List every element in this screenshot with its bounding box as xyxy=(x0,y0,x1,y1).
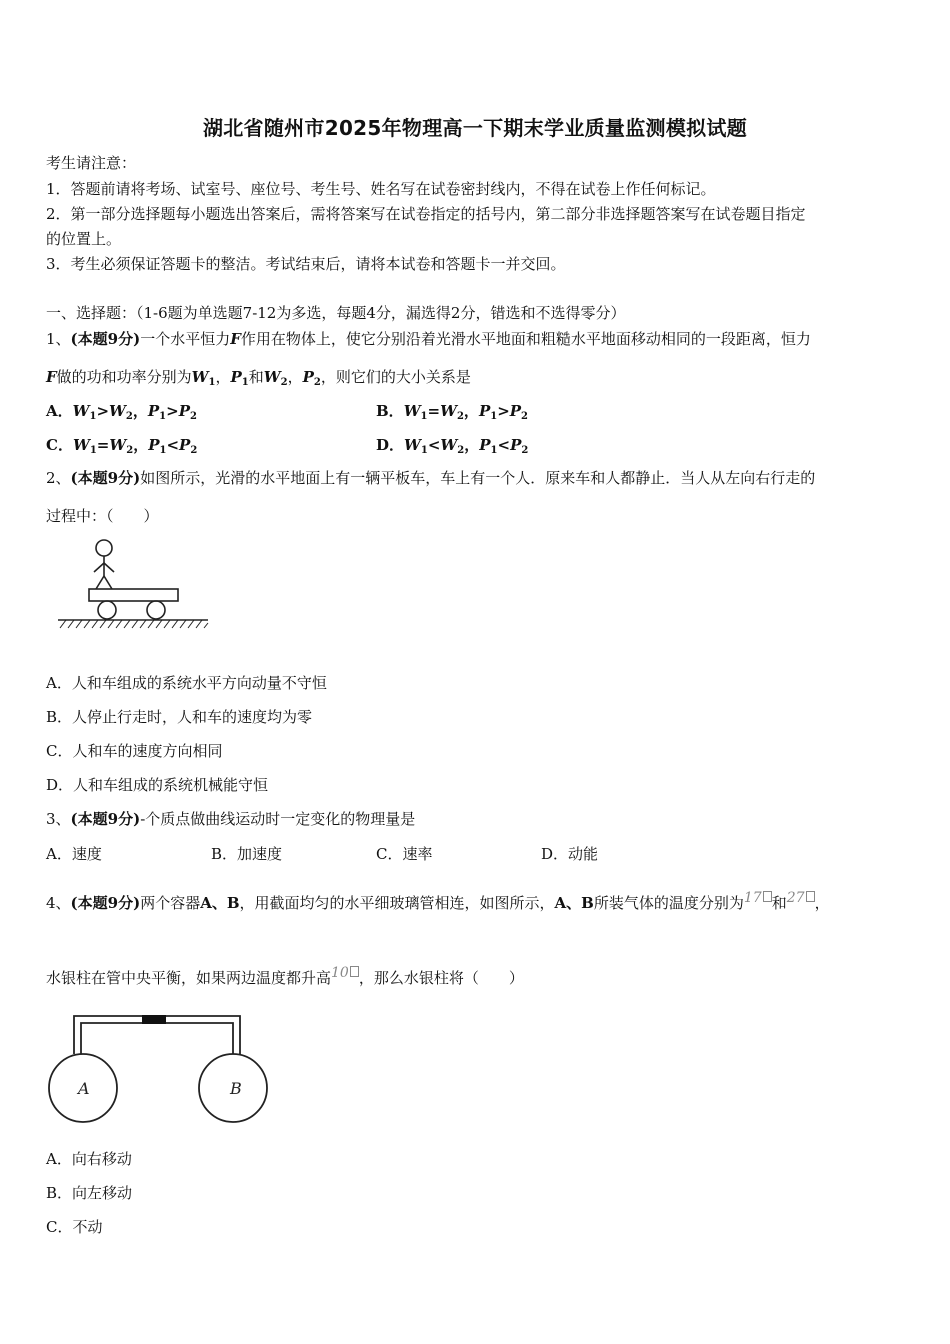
w-symbol: W xyxy=(191,368,209,386)
q3-option-a[interactable]: A．速度 xyxy=(46,845,102,863)
subscript: 2 xyxy=(521,411,529,422)
comma: ， xyxy=(463,402,479,420)
q3-option-d[interactable]: D．动能 xyxy=(541,845,599,863)
page-title: 湖北省随州市2025年物理高一下期末学业质量监测模拟试题 xyxy=(202,116,748,140)
subscript: 1 xyxy=(420,445,428,456)
w-symbol: W xyxy=(440,402,457,420)
notice-item-2-cont: 的位置上。 xyxy=(46,230,122,248)
comma: ， xyxy=(215,368,231,386)
person-arm xyxy=(94,563,104,572)
notice-item-2: 2．第一部分选择题每小题选出答案后，需将答案写在试卷指定的括号内，第二部分非选择题答案写在试卷题目指定 xyxy=(46,205,806,223)
subscript: 1 xyxy=(241,377,249,388)
q4-containers-2: A、B xyxy=(554,894,594,912)
q2-text: 如图所示，光滑的水平地面上有一辆平板车，车上有一个人．原来车和人都静止．当人从左向右行走的 xyxy=(140,469,816,487)
q1-option-a[interactable] xyxy=(46,400,197,421)
w-symbol: W xyxy=(72,436,90,454)
q3-text: -个质点做曲线运动时一定变化的物理量是 xyxy=(140,810,416,828)
q3-option-c[interactable]: C．速率 xyxy=(376,845,433,863)
comma: ， xyxy=(287,368,303,386)
subscript: 1 xyxy=(159,445,167,456)
q4-containers: A、B xyxy=(200,894,240,912)
cart-figure xyxy=(56,536,216,632)
subscript: 2 xyxy=(280,377,288,388)
q1-text-b: 作用在物体上，使它分别沿着光滑水平地面和粗糙水平地面移动相同的一段距离，恒力 xyxy=(240,330,811,348)
q1-option-d[interactable] xyxy=(376,434,528,455)
conjunction: 和 xyxy=(248,368,264,386)
q1-line1 xyxy=(46,328,811,349)
q4-line2 xyxy=(46,965,524,988)
unit-placeholder-icon xyxy=(763,891,772,902)
notice-heading: 考生请注意： xyxy=(46,154,137,172)
label-a: A xyxy=(78,1079,90,1098)
q2-line2: 过程中：（ ） xyxy=(46,507,159,525)
q1-option-b[interactable] xyxy=(376,400,528,421)
q4-text-e: ，那么水银柱将（ ） xyxy=(358,969,524,987)
subscript: 2 xyxy=(125,411,133,422)
p-symbol: P xyxy=(147,402,160,420)
q2-line1 xyxy=(46,467,815,488)
q3-option-b[interactable]: B．加速度 xyxy=(211,845,283,863)
subscript: 1 xyxy=(208,377,216,388)
w-symbol: W xyxy=(403,402,421,420)
p-symbol: P xyxy=(479,436,491,454)
q2-option-d[interactable]: D．人和车组成的系统机械能守恒 xyxy=(46,776,269,794)
q1-force-symbol: F xyxy=(230,330,241,348)
q3-stem xyxy=(46,808,415,829)
subscript: 2 xyxy=(126,445,134,456)
unit-placeholder-icon xyxy=(806,891,815,902)
q1-line2 xyxy=(46,366,471,387)
ground-hatch xyxy=(60,620,208,628)
cart-wheel xyxy=(98,601,116,619)
cart-platform xyxy=(89,589,178,601)
operator: > xyxy=(497,402,510,420)
comma: ， xyxy=(133,436,149,454)
operator: = xyxy=(96,436,110,454)
operator: < xyxy=(427,436,441,454)
mercury-column xyxy=(142,1015,166,1024)
option-label: B． xyxy=(376,402,404,420)
q1-text-d: ，则它们的大小关系是 xyxy=(320,368,471,386)
subscript: 1 xyxy=(420,411,428,422)
subscript: 2 xyxy=(521,445,529,456)
temp-value-2: 27 xyxy=(786,890,805,906)
w-symbol: W xyxy=(404,436,421,454)
containers-figure xyxy=(44,1012,268,1124)
w-symbol: W xyxy=(72,402,90,420)
p-symbol: P xyxy=(302,368,314,386)
q4-option-a[interactable]: A．向右移动 xyxy=(46,1150,132,1168)
subscript: 1 xyxy=(490,411,498,422)
q4-text-d: 水银柱在管中央平衡，如果两边温度都升高 xyxy=(46,969,332,987)
q4-option-b[interactable]: B．向左移动 xyxy=(46,1184,133,1202)
w-symbol: W xyxy=(263,368,281,386)
subscript: 2 xyxy=(190,445,198,456)
q2-option-b[interactable]: B．人停止行走时，人和车的速度均为零 xyxy=(46,708,313,726)
q4-text-a: 两个容器 xyxy=(140,894,201,912)
q4-tag: (本题9分) xyxy=(70,894,141,912)
q1-number: 1、 xyxy=(46,330,71,348)
q3-number: 3、 xyxy=(46,810,71,828)
q2-tag: (本题9分) xyxy=(70,469,141,487)
subscript: 1 xyxy=(89,411,97,422)
subscript: 2 xyxy=(190,411,197,422)
p-symbol: P xyxy=(178,402,190,420)
person-head xyxy=(96,540,112,556)
subscript: 2 xyxy=(457,445,465,456)
q4-text-c: 所装气体的温度分别为 xyxy=(593,894,744,912)
subscript: 1 xyxy=(89,445,97,456)
conjunction: 和 xyxy=(771,894,787,912)
q1-text-c: 做的功和功率分别为 xyxy=(56,368,192,386)
notice-item-1: 1．答题前请将考场、试室号、座位号、考生号、姓名写在试卷密封线内，不得在试卷上作任何标记。 xyxy=(46,180,716,198)
comma: ， xyxy=(464,436,480,454)
q4-number: 4、 xyxy=(46,894,71,912)
cart-wheel xyxy=(147,601,165,619)
option-label: D． xyxy=(376,436,405,454)
section-heading: 一、选择题：（1-6题为单选题7-12为多选，每题4分，漏选得2分，错选和不选得零分） xyxy=(46,304,626,322)
subscript: 1 xyxy=(490,445,498,456)
person-arm xyxy=(104,563,114,572)
operator: = xyxy=(427,402,441,420)
option-label: C． xyxy=(46,436,73,454)
w-symbol: W xyxy=(109,436,127,454)
q3-tag: (本题9分) xyxy=(70,810,141,828)
operator: > xyxy=(96,402,110,420)
q1-tag: (本题9分) xyxy=(70,330,141,348)
operator: < xyxy=(166,436,180,454)
unit-placeholder-icon xyxy=(350,966,359,977)
q1-force-symbol-2: F xyxy=(46,368,57,386)
person-leg xyxy=(104,576,112,589)
operator: > xyxy=(166,402,179,420)
tube-inner xyxy=(81,1023,233,1054)
w-symbol: W xyxy=(440,436,458,454)
person-leg xyxy=(96,576,104,589)
temp-value-3: 10 xyxy=(331,965,349,981)
q2-option-c[interactable]: C．人和车的速度方向相同 xyxy=(46,742,223,760)
subscript: 1 xyxy=(159,411,167,422)
p-symbol: P xyxy=(478,402,491,420)
p-symbol: P xyxy=(230,368,242,386)
p-symbol: P xyxy=(148,436,160,454)
temp-value-1: 17 xyxy=(743,890,762,906)
q1-text-a: 一个水平恒力 xyxy=(140,330,231,348)
label-b: B xyxy=(230,1079,242,1098)
notice-item-3: 3．考生必须保证答题卡的整洁。考试结束后，请将本试卷和答题卡一并交回。 xyxy=(46,255,566,273)
p-symbol: P xyxy=(510,436,522,454)
w-symbol: W xyxy=(109,402,126,420)
subscript: 2 xyxy=(456,411,464,422)
q4-text-b: ，用截面均匀的水平细玻璃管相连，如图所示， xyxy=(239,894,555,912)
p-symbol: P xyxy=(179,436,191,454)
p-symbol: P xyxy=(509,402,522,420)
q4-option-c[interactable]: C．不动 xyxy=(46,1218,103,1236)
comma: ， xyxy=(132,402,148,420)
q4-line1 xyxy=(46,890,830,913)
comma: ， xyxy=(814,894,830,912)
q2-option-a[interactable]: A．人和车组成的系统水平方向动量不守恒 xyxy=(46,674,327,692)
subscript: 2 xyxy=(313,377,321,388)
q2-number: 2、 xyxy=(46,469,71,487)
option-label: A． xyxy=(46,402,73,420)
q1-option-c[interactable] xyxy=(46,434,197,455)
operator: < xyxy=(497,436,511,454)
